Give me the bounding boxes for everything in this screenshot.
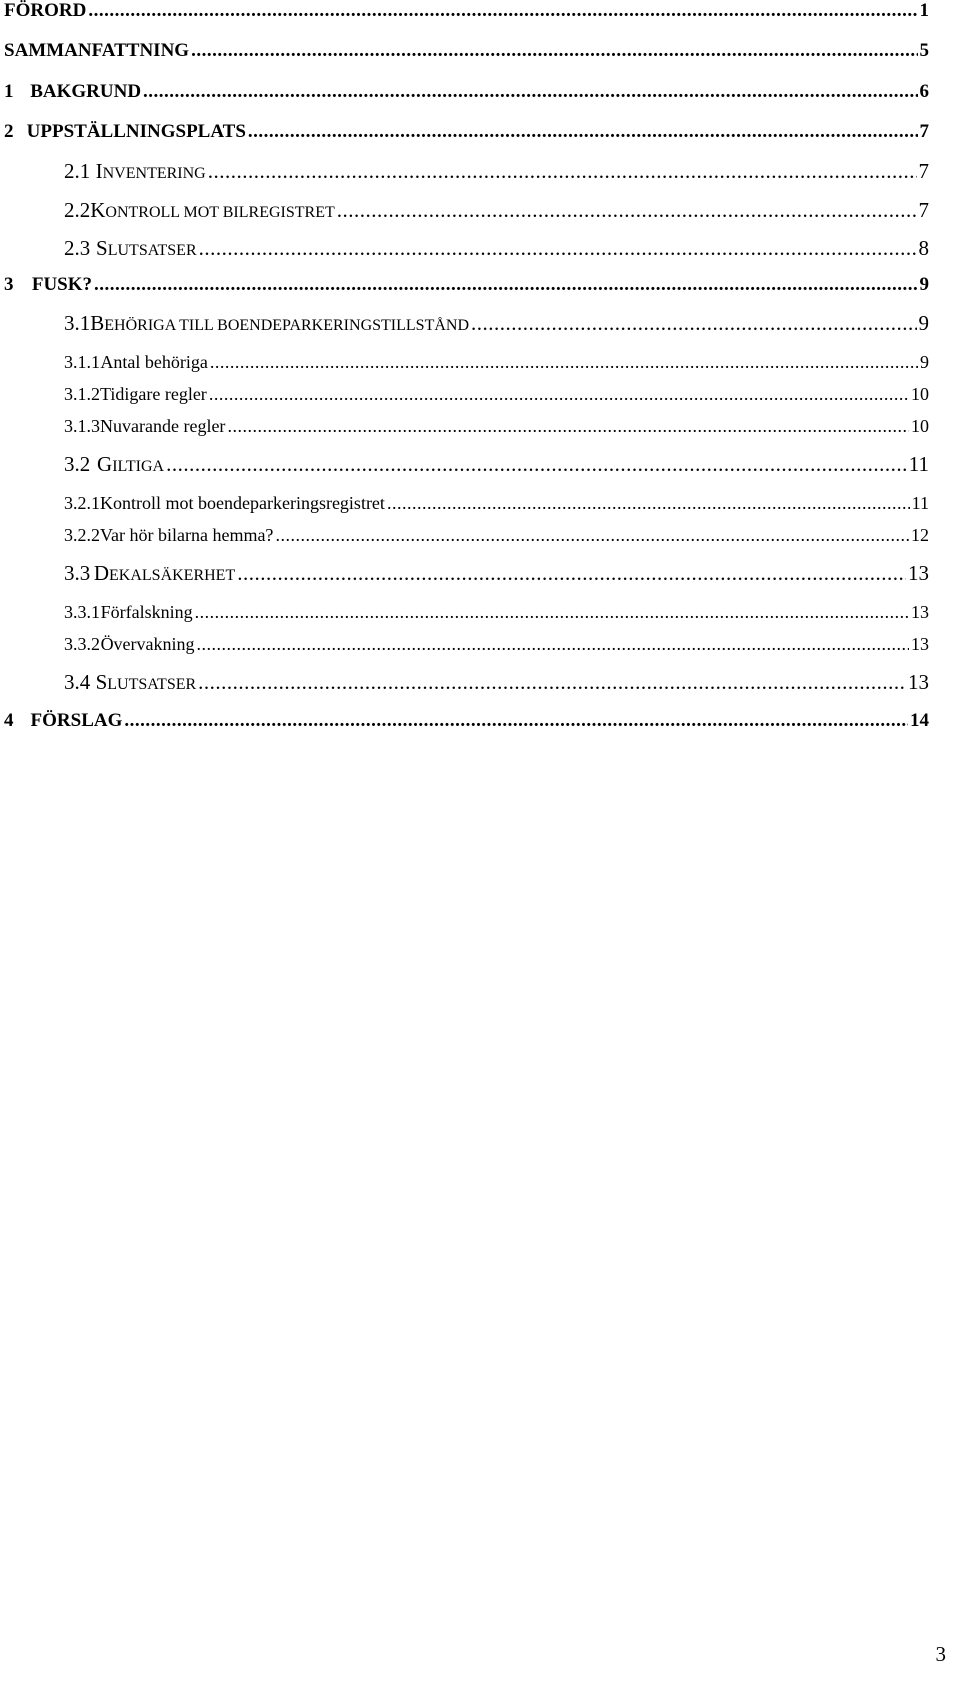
toc-entry-title: Nuvarande regler (100, 416, 226, 436)
toc-entry-title: INVENTERING (95, 159, 206, 183)
toc-dot-leader (237, 561, 906, 586)
toc-dot-leader (143, 81, 917, 103)
toc-entry-page: 6 (919, 81, 929, 102)
toc-entry-title: FÖRORD (4, 0, 87, 21)
toc-entry-dekalsakerhet[interactable] (0, 561, 929, 586)
toc-entry-fusk[interactable] (0, 274, 929, 296)
toc-dot-leader (337, 198, 917, 223)
toc-entry-title: UPPSTÄLLNINGSPLATS (26, 121, 246, 142)
toc-entry-forslag[interactable] (0, 710, 929, 732)
toc-entry-overvakning[interactable] (0, 634, 929, 655)
toc-entry-number: 2.2 (64, 198, 91, 222)
toc-entry-var-hor-bilarna-hemma[interactable] (0, 525, 929, 546)
toc-entry-giltiga[interactable] (0, 452, 929, 477)
toc-entry-title: BEHÖRIGA TILL BOENDEPARKERINGSTILLSTÅND (90, 311, 469, 335)
toc-entry-page: 9 (919, 274, 929, 295)
toc-entry-title: SLUTSATSER (96, 236, 197, 260)
page-number: 3 (935, 1642, 946, 1666)
toc-entry-number: 3.4 (64, 670, 91, 694)
toc-entry-title: BAKGRUND (30, 81, 142, 102)
toc-entry-number: 3.2 (64, 452, 91, 476)
toc-entry-tidigare-regler[interactable] (0, 384, 929, 405)
toc-dot-leader (197, 634, 909, 655)
toc-entry-number: 3.2.2 (64, 525, 100, 545)
toc-entry-nuvarande-regler[interactable] (0, 416, 929, 437)
toc-entry-title: Övervakning (100, 634, 195, 654)
toc-dot-leader (195, 602, 909, 623)
toc-entry-number: 3.1 (64, 311, 91, 335)
toc-entry-title: SAMMANFATTNING (4, 40, 190, 61)
toc-entry-page: 8 (918, 236, 929, 260)
toc-entry-title: DEKALSÄKERHET (93, 561, 236, 585)
toc-entry-page: 5 (919, 40, 929, 61)
toc-entry-kontroll-mot-boendeparkeringsregistret[interactable] (0, 493, 929, 514)
toc-entry-number: 3 (4, 274, 14, 295)
toc-dot-leader (191, 40, 917, 62)
toc-entry-page: 13 (911, 602, 929, 622)
toc-entry-title: GILTIGA (97, 452, 165, 476)
toc-entry-title: Tidigare regler (100, 384, 207, 404)
toc-entry-title: SLUTSATSER (95, 670, 197, 694)
toc-entry-page: 11 (911, 493, 929, 513)
toc-dot-leader (275, 525, 909, 546)
toc-entry-uppstallningsplats[interactable] (0, 121, 929, 143)
toc-entry-page: 13 (908, 561, 929, 585)
toc-dot-leader (471, 311, 917, 336)
toc-dot-leader (88, 0, 917, 22)
toc-entry-number: 3.1.3 (64, 416, 100, 436)
toc-dot-leader (199, 236, 917, 261)
toc-dot-leader (227, 416, 909, 437)
toc-entry-sammanfattning[interactable] (0, 40, 929, 62)
toc-dot-leader (94, 274, 917, 296)
toc-entry-title: Kontroll mot boendeparkeringsregistret (100, 493, 385, 513)
toc-entry-title: KONTROLL MOT BILREGISTRET (90, 198, 335, 222)
toc-entry-number: 3.1.2 (64, 384, 100, 404)
toc-entry-number: 3.3.2 (64, 634, 100, 654)
toc-dot-leader (124, 710, 908, 732)
toc-entry-slutsatser-2[interactable] (0, 670, 929, 695)
toc-entry-forord[interactable] (0, 0, 929, 22)
toc-entry-page: 9 (920, 352, 929, 372)
toc-entry-number: 2 (4, 121, 14, 142)
toc-dot-leader (198, 670, 906, 695)
toc-entry-forfalskning[interactable] (0, 602, 929, 623)
toc-entry-page: 14 (910, 710, 929, 731)
toc-entry-page: 7 (918, 198, 929, 222)
toc-entry-bakgrund[interactable] (0, 81, 929, 103)
toc-entry-number: 4 (4, 710, 14, 731)
toc-dot-leader (248, 121, 918, 143)
toc-entry-page: 13 (908, 670, 929, 694)
toc-entry-page: 11 (908, 452, 929, 476)
toc-entry-page: 7 (918, 159, 929, 183)
toc-entry-page: 10 (911, 384, 929, 404)
toc-entry-number: 2.1 (64, 159, 91, 183)
toc-entry-page: 10 (911, 416, 929, 436)
toc-entry-number: 2.3 (64, 236, 91, 260)
toc-dot-leader (387, 493, 910, 514)
toc-entry-number: 3.2.1 (64, 493, 100, 513)
toc-entry-number: 1 (4, 81, 14, 102)
toc-entry-antal-behoriga[interactable] (0, 352, 929, 373)
toc-dot-leader (210, 352, 918, 373)
toc-entry-page: 9 (918, 311, 929, 335)
toc-entry-title: Var hör bilarna hemma? (100, 525, 274, 545)
toc-dot-leader (208, 159, 917, 184)
toc-dot-leader (166, 452, 907, 477)
toc-entry-title: FUSK? (31, 274, 93, 295)
toc-entry-kontroll-mot-bilregistret[interactable] (0, 198, 929, 223)
toc-entry-inventering[interactable] (0, 159, 929, 184)
toc-entry-page: 13 (911, 634, 929, 654)
toc-dot-leader (209, 384, 909, 405)
toc-entry-title: Antal behöriga (100, 352, 208, 372)
toc-entry-page: 1 (919, 0, 929, 21)
toc-entry-behoriga[interactable] (0, 311, 929, 336)
toc-entry-page: 12 (911, 525, 929, 545)
toc-entry-slutsatser[interactable] (0, 236, 929, 261)
toc-entry-title: FÖRSLAG (30, 710, 123, 731)
toc-entry-number: 3.3.1 (64, 602, 100, 622)
toc-entry-number: 3.3 (64, 561, 91, 585)
toc-entry-title: Förfalskning (100, 602, 193, 622)
toc-entry-number: 3.1.1 (64, 352, 100, 372)
toc-entry-page: 7 (919, 121, 929, 142)
